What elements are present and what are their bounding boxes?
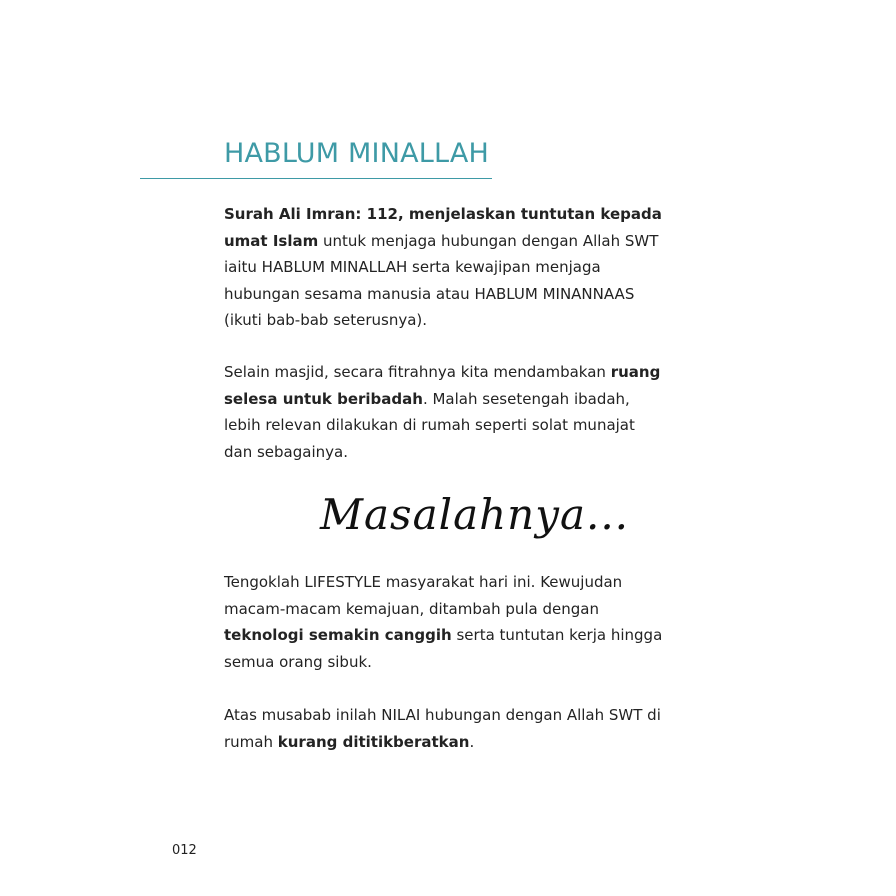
paragraph-3 <box>224 569 664 675</box>
paragraph-3-text-a: Tengoklah LIFESTYLE masyarakat hari ini. Kewujudan macam-macam kemajuan, ditambah pula dengan <box>224 573 623 618</box>
page-number: 012 <box>172 843 197 858</box>
paragraph-4-text-a: Atas musabab inilah NILAI hubungan dengan Allah SWT di rumah <box>224 706 661 751</box>
paragraph-4 <box>224 702 664 755</box>
page-title: HABLUM MINALLAH <box>224 138 490 169</box>
paragraph-2 <box>224 359 664 465</box>
paragraph-3-text-b: serta tuntutan kerja hingga semua orang sibuk. <box>224 626 663 671</box>
paragraph-2-bold: ruang selesa untuk beribadah <box>224 363 661 408</box>
paragraph-1-bold: Surah Ali Imran: 112, menjelaskan tuntutan kepada umat Islam <box>224 205 662 250</box>
paragraph-4-bold: kurang dititikberatkan <box>277 732 470 751</box>
paragraph-2-text-a: Selain masjid, secara fitrahnya kita mendambakan <box>224 363 611 381</box>
title-underline <box>140 178 492 179</box>
paragraph-3-bold: teknologi semakin canggih <box>224 626 452 644</box>
paragraph-2-text-b: . Malah sesetengah ibadah, lebih relevan dilakukan di rumah seperti solat munajat dan sebagainya. <box>224 389 635 461</box>
paragraph-1-text: untuk menjaga hubungan dengan Allah SWT iaitu HABLUM MINALLAH serta kewajipan menjaga hubungan sesama manusia atau HABLUM MINANNAAS (ikuti bab-bab seterusnya). <box>224 231 659 329</box>
paragraph-4-text-b: . <box>469 732 475 751</box>
paragraph-1 <box>224 201 664 334</box>
script-heading: Masalahnya... <box>320 490 630 539</box>
